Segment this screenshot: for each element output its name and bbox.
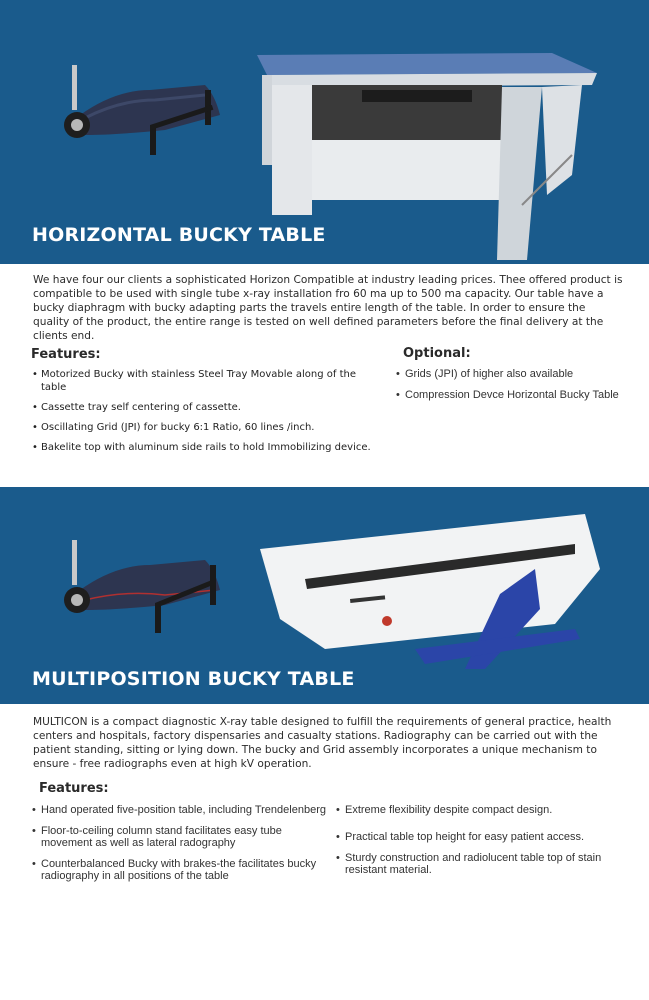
section-title: MULTIPOSITION BUCKY TABLE — [32, 668, 355, 690]
list-item: • Bakelite top with aluminum side rails to hold Immobilizing device. — [32, 441, 377, 454]
list-item: • Extreme flexibility despite compact design. — [336, 804, 626, 816]
list-item: • Motorized Bucky with stainless Steel Tray Movable along of the table — [32, 368, 377, 394]
list-item: • Counterbalanced Bucky with brakes-the facilitates bucky radiography in all positions of the table — [32, 858, 328, 882]
features-heading-2: Features: — [39, 781, 109, 796]
multiposition-banner — [0, 487, 649, 704]
list-item: • Oscillating Grid (JPI) for bucky 6:1 Ratio, 60 lines /inch. — [32, 421, 377, 434]
list-item: • Grids (JPI) of higher also available — [396, 368, 636, 381]
features-heading: Features: — [31, 347, 101, 362]
page-title: HORIZONTAL BUCKY TABLE — [32, 224, 326, 246]
features-list-right — [336, 804, 626, 885]
bucky-tray-image — [55, 60, 235, 160]
list-item: • Compression Devce Horizontal Bucky Table — [396, 389, 636, 402]
optional-list — [396, 368, 636, 410]
list-item: • Cassette tray self centering of cassette. — [32, 401, 377, 414]
features-list — [32, 368, 377, 461]
horizontal-banner — [0, 0, 649, 264]
list-item: • Practical table top height for easy patient access. — [336, 831, 626, 843]
multiposition-description: MULTICON is a compact diagnostic X-ray table designed to fulfill the requirements of general practice, health centers and hospitals, factory dispensaries and casualty stations. Radiography can be carried out with the patient standing, sitting or lying down. The bucky and Grid assembly incorporates a unique mechanism to ensure - free radiographs even at high kV operation. — [33, 716, 612, 770]
list-item: • Hand operated five-position table, including Trendelenberg — [32, 804, 328, 816]
optional-heading: Optional: — [403, 346, 471, 361]
list-item: • Floor-to-ceiling column stand facilitates easy tube movement as well as lateral radography — [32, 825, 328, 849]
multiposition-table-image — [255, 509, 603, 679]
list-item: • Sturdy construction and radiolucent table top of stain resistant material. — [336, 852, 626, 876]
bucky-tray-image — [55, 535, 235, 635]
features-list-left — [32, 804, 328, 891]
horizontal-description: We have four our clients a sophisticated Horizon Compatible at industry leading prices. Thee offered product is compatible to be used with single tube x-ray installation fro 60 ma up to 500 ma capacity. Our table have a bucky diaphragm with bucky adapting parts the travels entire length of the table. In order to ensure the quality of the product, the entire range is tested on well defined parameters before the final delivery at the clients end. — [33, 274, 623, 342]
